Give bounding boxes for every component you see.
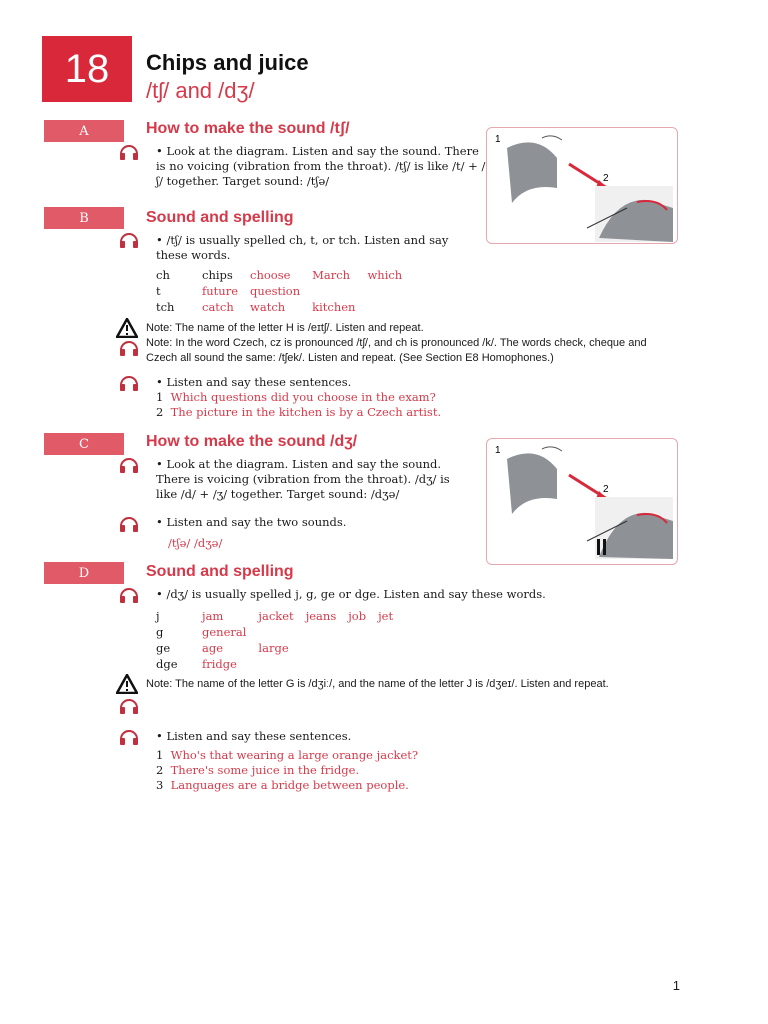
section-tab-c: C bbox=[44, 433, 124, 455]
spelling-key: ge bbox=[156, 641, 171, 655]
sentence-text: Languages are a bridge between people. bbox=[170, 778, 409, 792]
page-number: 1 bbox=[672, 978, 680, 993]
table-row bbox=[156, 641, 405, 657]
table-row bbox=[156, 657, 405, 673]
audio-icon[interactable] bbox=[118, 696, 140, 716]
list-item bbox=[156, 748, 418, 763]
note-czech: Note: In the word Czech, cz is pronounced /tʃ/, and ch is pronounced /k/. The words check, cheque and Czech all sound the same: /tʃek/. Listen and repeat. (See Section E8 Homophones.) bbox=[146, 337, 647, 364]
section-c-text: • Look at the diagram. Listen and say the sound. There is voicing (vibration from the throat). /dʒ/ is like /d/ + /ʒ/ together. Target sound: /dʒə/ bbox=[156, 457, 450, 501]
audio-icon[interactable] bbox=[118, 455, 140, 475]
diagram-label-1: 1 bbox=[495, 445, 501, 456]
spelling-key: t bbox=[156, 284, 161, 298]
sentence-text: The picture in the kitchen is by a Czech artist. bbox=[170, 405, 442, 419]
audio-icon[interactable] bbox=[118, 514, 140, 534]
audio-icon[interactable] bbox=[118, 338, 140, 358]
word: chips bbox=[202, 268, 233, 282]
audio-icon[interactable] bbox=[118, 585, 140, 605]
section-b-sentences-instruction: • Listen and say these sentences. bbox=[156, 375, 352, 389]
section-b-text: • /tʃ/ is usually spelled ch, t, or tch. Listen and say these words. bbox=[156, 233, 449, 262]
section-tab-d: D bbox=[44, 562, 124, 584]
unit-number: 18 bbox=[64, 46, 110, 91]
table-row bbox=[156, 268, 414, 284]
table-row bbox=[156, 609, 405, 625]
spelling-key: g bbox=[156, 625, 164, 639]
sentence-text: There's some juice in the fridge. bbox=[170, 763, 360, 777]
word: jam bbox=[202, 609, 224, 623]
word: March bbox=[312, 268, 351, 282]
word: fridge bbox=[202, 657, 237, 671]
page-subtitle: /tʃ/ and /dʒ/ bbox=[146, 78, 255, 103]
sentence-number: 1 bbox=[156, 748, 164, 762]
sentence-list-b bbox=[156, 390, 441, 420]
sentence-text: Which questions did you choose in the exam? bbox=[170, 390, 436, 404]
word: age bbox=[202, 641, 224, 655]
list-item bbox=[156, 405, 441, 420]
audio-icon[interactable] bbox=[118, 373, 140, 393]
diagram-label-2: 2 bbox=[603, 173, 609, 184]
section-d-heading: Sound and spelling bbox=[146, 563, 294, 580]
word: large bbox=[258, 641, 289, 655]
note-letters-g-j: Note: The name of the letter G is /dʒiː/, and the name of the letter J is /dʒeɪ/. Listen and repeat. bbox=[146, 678, 609, 690]
page-title: Chips and juice bbox=[146, 50, 309, 75]
section-tab-a: A bbox=[44, 120, 124, 142]
word: jet bbox=[378, 609, 394, 623]
table-row bbox=[156, 284, 414, 300]
diagram-label-1: 1 bbox=[495, 134, 501, 145]
section-d-text: • /dʒ/ is usually spelled j, g, ge or dge. Listen and say these words. bbox=[156, 587, 546, 601]
sentence-number: 3 bbox=[156, 778, 164, 792]
mouth-diagram-tch bbox=[486, 127, 678, 244]
word: catch bbox=[202, 300, 234, 314]
word: future bbox=[202, 284, 238, 298]
audio-icon[interactable] bbox=[118, 142, 140, 162]
word: kitchen bbox=[312, 300, 356, 314]
list-item bbox=[156, 390, 441, 405]
mouth-diagram-dzh bbox=[486, 438, 678, 565]
spelling-key: j bbox=[156, 609, 160, 623]
word: jacket bbox=[258, 609, 294, 623]
spelling-key: tch bbox=[156, 300, 175, 314]
diagram-label-2: 2 bbox=[603, 484, 609, 495]
word: watch bbox=[250, 300, 286, 314]
sentence-text: Who's that wearing a large orange jacket? bbox=[170, 748, 419, 762]
unit-number-badge bbox=[42, 36, 132, 102]
list-item bbox=[156, 763, 418, 778]
word: general bbox=[202, 625, 247, 639]
spelling-table-d bbox=[156, 609, 405, 673]
word: choose bbox=[250, 268, 291, 282]
section-a-text: • Look at the diagram. Listen and say the sound. There is no voicing (vibration from the throat). /tʃ/ is like /t/ + /ʃ/ together. Target sound: /tʃə/ bbox=[156, 144, 486, 188]
sentence-list-d bbox=[156, 748, 418, 793]
table-row bbox=[156, 625, 405, 641]
sentence-number: 1 bbox=[156, 390, 164, 404]
section-b-heading: Sound and spelling bbox=[146, 209, 294, 226]
target-sounds: /tʃə/ /dʒə/ bbox=[168, 536, 223, 550]
table-row bbox=[156, 300, 414, 316]
note-letter-h: Note: The name of the letter H is /eɪtʃ/. Listen and repeat. bbox=[146, 322, 424, 334]
list-item bbox=[156, 778, 418, 793]
word: job bbox=[348, 609, 367, 623]
audio-icon[interactable] bbox=[118, 230, 140, 250]
section-tab-b: B bbox=[44, 207, 124, 229]
sentence-number: 2 bbox=[156, 405, 164, 419]
section-a-heading: How to make the sound /tʃ/ bbox=[146, 120, 350, 137]
sentence-number: 2 bbox=[156, 763, 164, 777]
audio-icon[interactable] bbox=[118, 727, 140, 747]
warning-icon bbox=[116, 674, 138, 694]
section-d-sentences-instruction: • Listen and say these sentences. bbox=[156, 729, 352, 743]
spelling-key: dge bbox=[156, 657, 178, 671]
word: question bbox=[250, 284, 301, 298]
section-c-heading: How to make the sound /dʒ/ bbox=[146, 433, 358, 450]
spelling-key: ch bbox=[156, 268, 170, 282]
section-c-two-sounds-instruction: • Listen and say the two sounds. bbox=[156, 515, 347, 529]
word: which bbox=[367, 268, 403, 282]
warning-icon bbox=[116, 318, 138, 338]
spelling-table-b bbox=[156, 268, 414, 316]
word: jeans bbox=[305, 609, 337, 623]
